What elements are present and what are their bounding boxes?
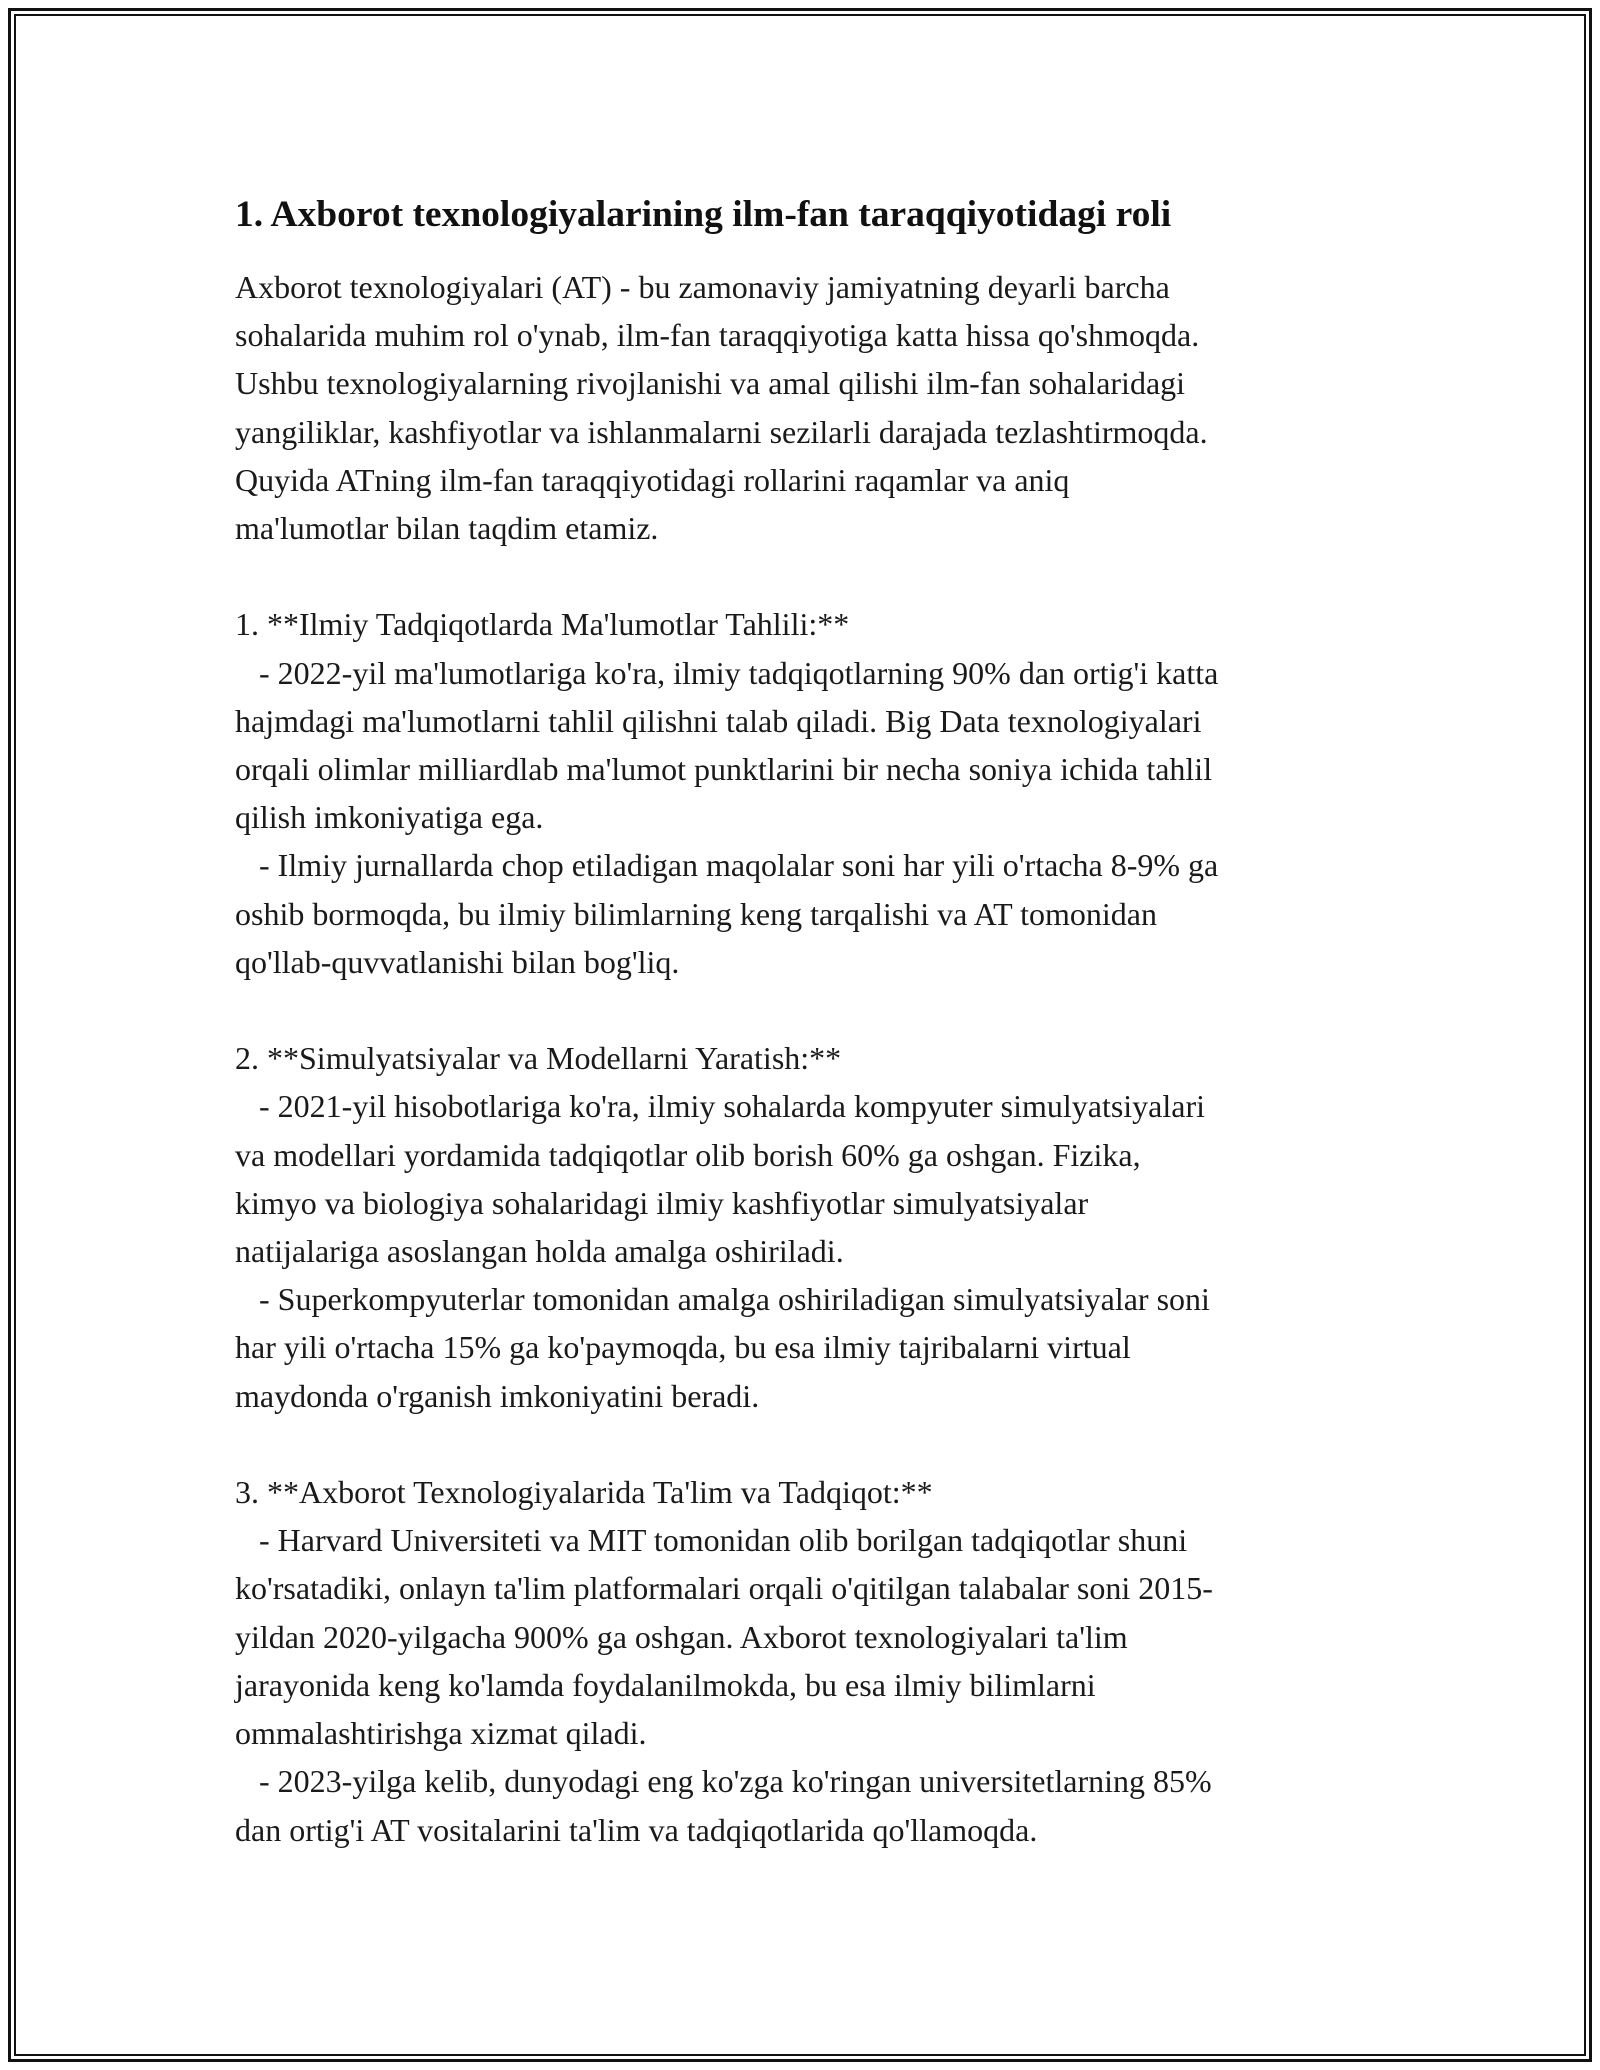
document-body: Axborot texnologiyalari (AT) - bu zamonaviy jamiyatning deyarli barcha sohalarida muhim rol o'ynab, ilm-fan taraqqiyotiga katta hissa qo'shmoqda. Ushbu texnologiyalarning rivojlanishi va amal qilishi ilm-fan sohalaridagi yangiliklar, kashfiyotlar va ishlanmalarni sezilarli darajada tezlashtirmoqda. Quyida ATning ilm-fan taraqqiyotidagi rollarini raqamlar va aniq ma'lumotlar bilan taqdim etamiz. 1. **Ilmiy Tadqiqotlarda Ma'lumotlar Tahlili:** - 2022-yil ma'lumotlariga ko'ra, ilmiy tadqiqotlarning 90% dan ortig'i katta hajmdagi ma'lumotlarni tahlil qilishni talab qiladi. Big Data texnologiyalari orqali olimlar milliardlab ma'lumot punktlarini bir necha soniya ichida tahlil qilish imkoniyatiga ega. - Ilmiy jurnallarda chop etiladigan maqolalar soni har yili o'rtacha 8-9% ga oshib bormoqda, bu ilmiy bilimlarning keng tarqalishi va AT tomonidan qo'llab-quvvatlanishi bilan bog'liq. 2. **Simulyatsiyalar va Modellarni Yaratish:** - 2021-yil hisobotlariga ko'ra, ilmiy sohalarda kompyuter simulyatsiyalari va modellari yordamida tadqiqotlar olib borish 60% ga oshgan. Fizika, kimyo va biologiya sohalaridagi ilmiy kashfiyotlar simulyatsiyalar natijalariga asoslangan holda amalga oshiriladi. - Superkompyuterlar tomonidan amalga oshiriladigan simulyatsiyalar soni har yili o'rtacha 15% ga ko'paymoqda, bu esa ilmiy tajribalarni virtual maydonda o'rganish imkoniyatini beradi. 3. **Axborot Texnologiyalarida Ta'lim va Tadqiqot:** - Harvard Universiteti va MIT tomonidan olib borilgan tadqiqotlar shuni ko'rsatadiki, onlayn ta'lim platformalari orqali o'qitilgan talabalar soni 2015- yildan 2020-yilgacha 900% ga oshgan. Axborot texnologiyalari ta'lim jarayonida keng ko'lamda foydalanilmokda, bu esa ilmiy bilimlarni ommalashtirishga xizmat qiladi. - 2023-yilga kelib, dunyodagi eng ko'zga ko'ringan universitetlarning 85% dan ortig'i AT vositalarini ta'lim va tadqiqotlarida qo'llamoqda. xyxy=(235,269,1219,1848)
document-content xyxy=(235,187,1375,1854)
document-title: 1. Axborot texnologiyalarining ilm-fan taraqqiyotidagi roli xyxy=(235,194,1172,235)
